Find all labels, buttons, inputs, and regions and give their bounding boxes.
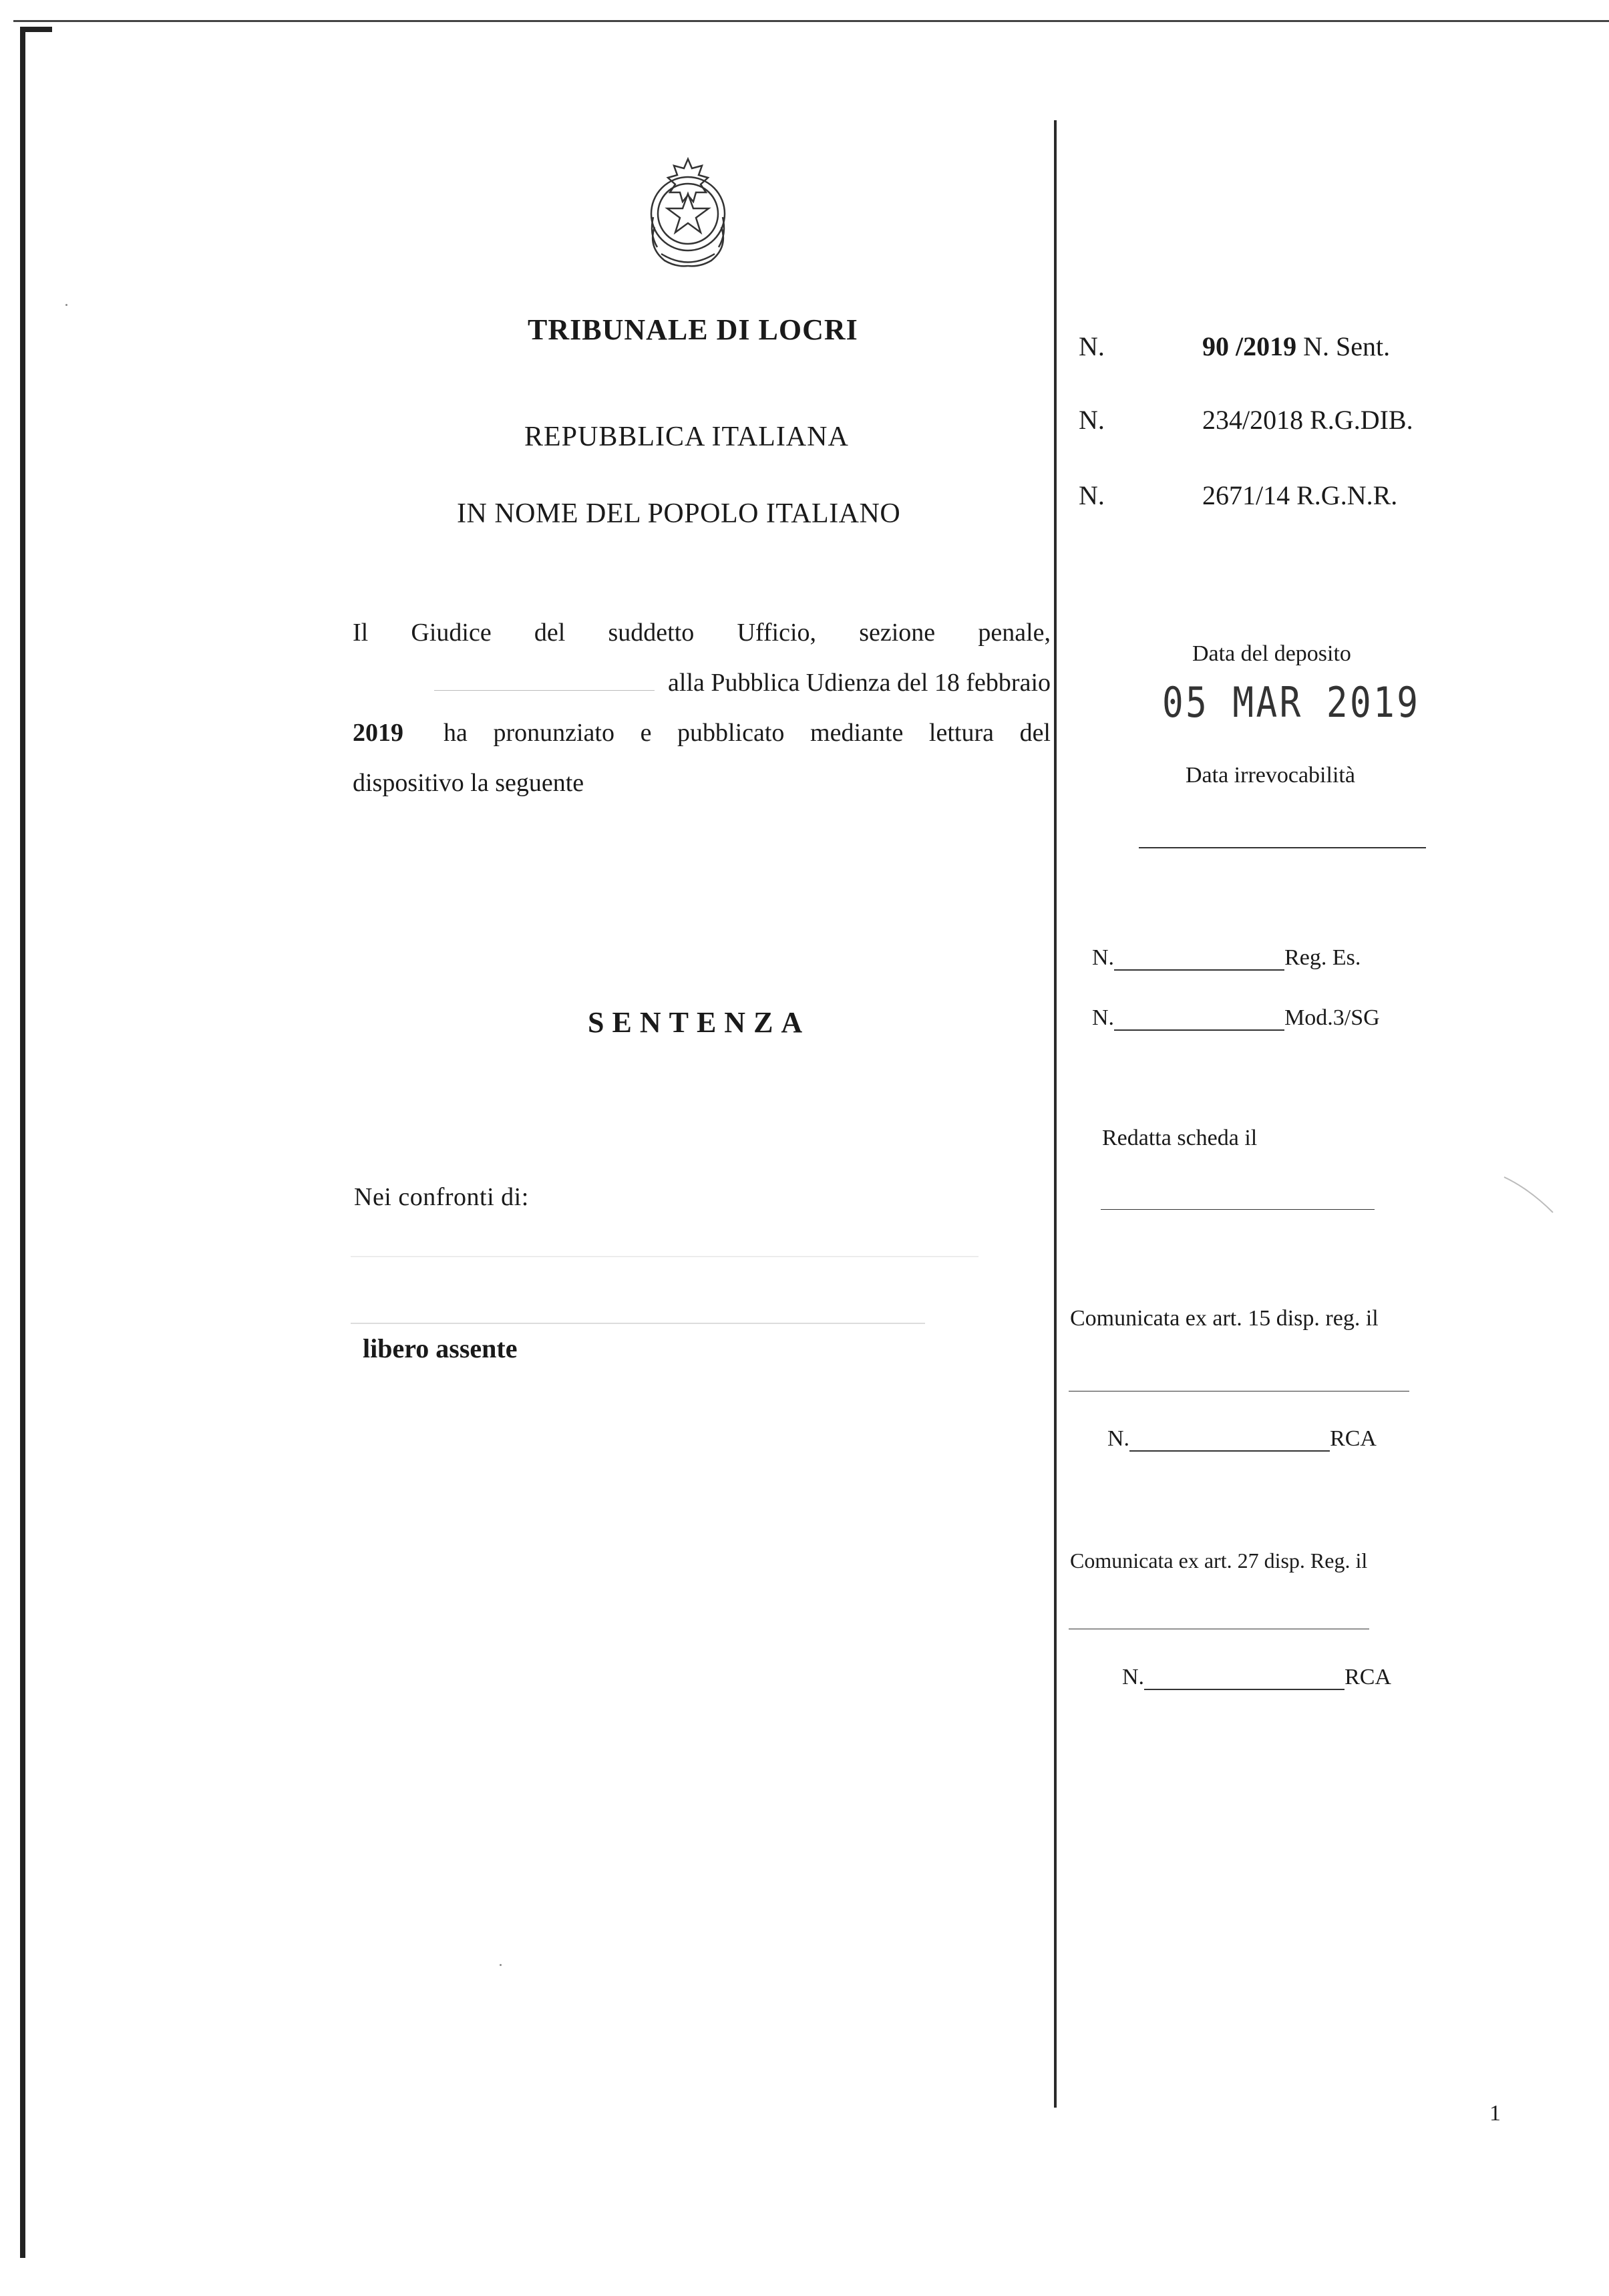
ref-sentence-number [1202, 331, 1390, 362]
redatta-line [1101, 1209, 1375, 1210]
ref-prefix: N. [1079, 331, 1105, 361]
intro-line-2 [353, 658, 1051, 708]
scan-corner [20, 27, 52, 59]
ref-prefix: N. [1079, 480, 1105, 510]
emblem-of-italy-icon [635, 154, 741, 271]
mod3-suffix: Mod.3/SG [1284, 1005, 1380, 1030]
defendant-status: libero assente [363, 1333, 518, 1363]
scan-speck [65, 304, 67, 306]
mod3-row [1092, 1005, 1380, 1031]
ref-number: 234/2018 [1202, 405, 1304, 435]
scan-speck [500, 1964, 502, 1966]
scan-mark [1503, 1176, 1556, 1216]
ref-suffix: N. Sent. [1303, 331, 1391, 361]
scan-edge-top [13, 20, 1609, 22]
column-divider [1054, 120, 1057, 2108]
deposito-label: Data del deposito [1192, 641, 1351, 666]
comunicata-27-label: Comunicata ex art. 27 disp. Reg. il [1070, 1548, 1368, 1573]
reg-es-row [1092, 945, 1361, 971]
rca-blank [1144, 1669, 1345, 1690]
ref-prefix: N. [1079, 405, 1105, 435]
ref-suffix: R.G.N.R. [1296, 480, 1398, 510]
redatta-label: Redatta scheda il [1102, 1126, 1258, 1150]
intro-line-3 [353, 708, 1051, 758]
irrevocabilita-line [1139, 847, 1426, 848]
page-number: 1 [1489, 2101, 1501, 2126]
rca-blank [1129, 1430, 1330, 1452]
intro-line-3-text: ha pronunziato e pubblicato mediante lettura del [443, 719, 1051, 747]
redacted-line [351, 1256, 978, 1257]
nei-confronti-label: Nei confronti di: [354, 1183, 529, 1211]
ref-rgnr [1202, 480, 1397, 511]
deposito-stamp: 05 MAR 2019 [1162, 678, 1421, 727]
ref-number: 90 /2019 [1202, 331, 1297, 361]
intro-paragraph [353, 608, 1051, 808]
ref-suffix: R.G.DIB. [1310, 405, 1413, 435]
rca-row-1 [1107, 1426, 1377, 1452]
reg-es-suffix: Reg. Es. [1284, 945, 1361, 970]
in-nome-heading: IN NOME DEL POPOLO ITALIANO [457, 498, 901, 529]
mod3-blank [1114, 1009, 1284, 1031]
blank-field [434, 683, 655, 691]
rca-prefix: N. [1122, 1665, 1145, 1689]
redacted-line [351, 1323, 925, 1324]
document-title: SENTENZA [588, 1006, 811, 1039]
irrevocabilita-label: Data irrevocabilità [1186, 763, 1355, 788]
udienza-text: alla Pubblica Udienza del 18 febbraio [668, 669, 1051, 697]
ref-rg-dib [1202, 404, 1413, 436]
republic-heading: REPUBBLICA ITALIANA [524, 422, 849, 452]
reg-es-blank [1114, 949, 1284, 971]
intro-line-1: Il Giudice del suddetto Ufficio, sezione penale, [353, 619, 1051, 647]
mod3-prefix: N. [1092, 1005, 1115, 1030]
scan-edge-left [20, 27, 25, 2258]
comunicata-15-label: Comunicata ex art. 15 disp. reg. il [1070, 1306, 1379, 1331]
ref-number: 2671/14 [1202, 480, 1290, 510]
intro-year: 2019 [353, 719, 403, 747]
rca-suffix: RCA [1345, 1665, 1391, 1689]
reg-es-prefix: N. [1092, 945, 1115, 970]
intro-line-4: dispositivo la seguente [353, 769, 584, 797]
rca-row-2 [1122, 1665, 1391, 1690]
court-name: TRIBUNALE DI LOCRI [528, 313, 858, 346]
rca-suffix: RCA [1330, 1426, 1377, 1451]
rca-prefix: N. [1107, 1426, 1130, 1451]
